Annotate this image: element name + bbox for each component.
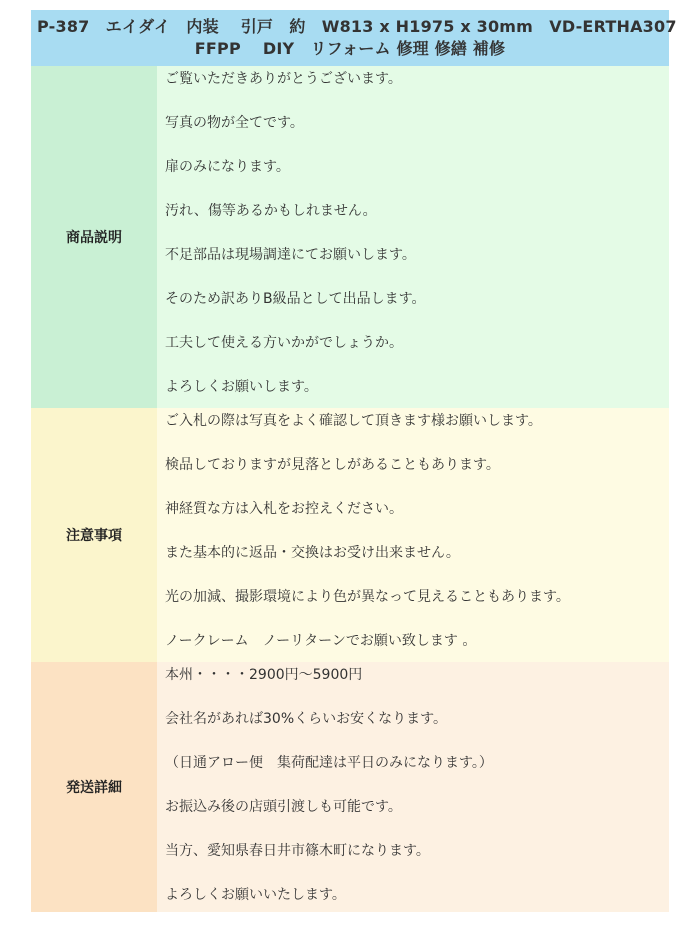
text-line: 不足部品は現場調達にてお願いします。 [165,247,416,263]
section-content-notes [157,408,669,662]
text-line: また基本的に返品・交換はお受け出来ません。 [165,545,460,561]
section-product-description [31,66,669,408]
text-line: ご入札の際は写真をよく確認して頂きます様お願いします。 [165,413,542,429]
text-line: そのため訳ありB級品として出品します。 [165,291,426,307]
text-line: お振込み後の店頭引渡しも可能です。 [165,799,402,815]
section-content-product-description [157,66,669,408]
text-line: ご覧いただきありがとうございます。 [165,71,402,87]
text-line: ノークレーム ノーリターンでお願い致します 。 [165,633,477,649]
text-line: 扉のみになります。 [165,159,290,175]
text-line: よろしくお願いいたします。 [165,887,346,903]
text-line: 写真の物が全てです。 [165,115,304,131]
section-label-shipping-details: 発送詳細 [31,662,157,912]
listing-description-table [31,10,677,912]
text-line: よろしくお願いします。 [165,379,318,395]
listing-title-line-1: P-387 エイダイ 内装 引戸 約 W813 x H1975 x 30mm VD-ERTHA307 [37,17,677,36]
section-notes [31,408,669,662]
text-line: 検品しておりますが見落としがあることもあります。 [165,457,500,473]
text-line: 光の加減、撮影環境により色が異なって見えることもあります。 [165,589,570,605]
text-line: 会社名があれば30%くらいお安くなります。 [165,711,447,727]
section-label-product-description: 商品説明 [31,66,157,408]
text-line: 当方、愛知県春日井市篠木町になります。 [165,843,430,859]
listing-title-line-2: FFPP DIY リフォーム 修理 修繕 補修 [194,39,506,58]
text-line: 本州・・・・2900円～5900円 [165,667,363,683]
text-line: 汚れ、傷等あるかもしれません。 [165,203,377,219]
text-line: （日通アロー便 集荷配達は平日のみになります。） [165,755,493,771]
listing-title [31,10,677,66]
section-label-notes: 注意事項 [31,408,157,662]
text-line: 工夫して使える方いかがでしょうか。 [165,335,403,351]
section-shipping-details [31,662,669,912]
text-line: 神経質な方は入札をお控えください。 [165,501,403,517]
section-content-shipping-details [157,662,669,912]
